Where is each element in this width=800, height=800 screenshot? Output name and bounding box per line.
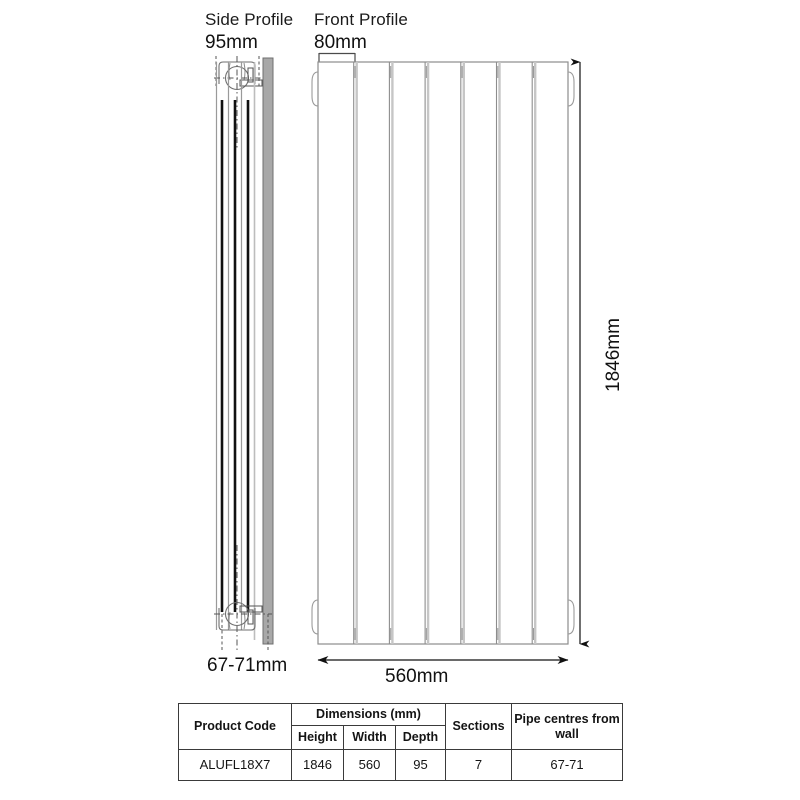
cell-width: 560 [344, 750, 396, 781]
cell-depth: 95 [396, 750, 446, 781]
header-sections: Sections [446, 704, 512, 750]
cell-height: 1846 [292, 750, 344, 781]
section-width-dimension-label: 80mm [314, 32, 367, 53]
cell-product-code: ALUFL18X7 [179, 750, 292, 781]
side-depth-dimension-label: 95mm [205, 32, 258, 53]
header-height: Height [292, 726, 344, 750]
section-width-dimension-marks [319, 53, 355, 62]
header-pipe-centres: Pipe centres from wall [512, 704, 623, 750]
side-profile-title: Side Profile [205, 10, 294, 29]
header-width: Width [344, 726, 396, 750]
table-row [179, 750, 623, 781]
side-profile-fins [217, 62, 255, 640]
front-profile-title: Front Profile [314, 10, 408, 29]
height-dimension-label: 1846mm [603, 318, 624, 392]
top-wall-bracket [240, 68, 262, 86]
header-product-code: Product Code [179, 704, 292, 750]
cell-pipe-centres: 67-71 [512, 750, 623, 781]
front-profile-drawing [312, 53, 580, 660]
table-header-row-1 [179, 704, 623, 726]
wall-panel [263, 58, 273, 644]
width-dimension-label: 560mm [385, 666, 449, 687]
header-depth: Depth [396, 726, 446, 750]
side-profile-drawing [214, 56, 273, 652]
bottom-wall-bracket [240, 606, 262, 624]
header-dimensions: Dimensions (mm) [292, 704, 446, 726]
specification-table [178, 703, 623, 781]
pipe-centres-dimension-label: 67-71mm [207, 655, 288, 676]
cell-sections: 7 [446, 750, 512, 781]
